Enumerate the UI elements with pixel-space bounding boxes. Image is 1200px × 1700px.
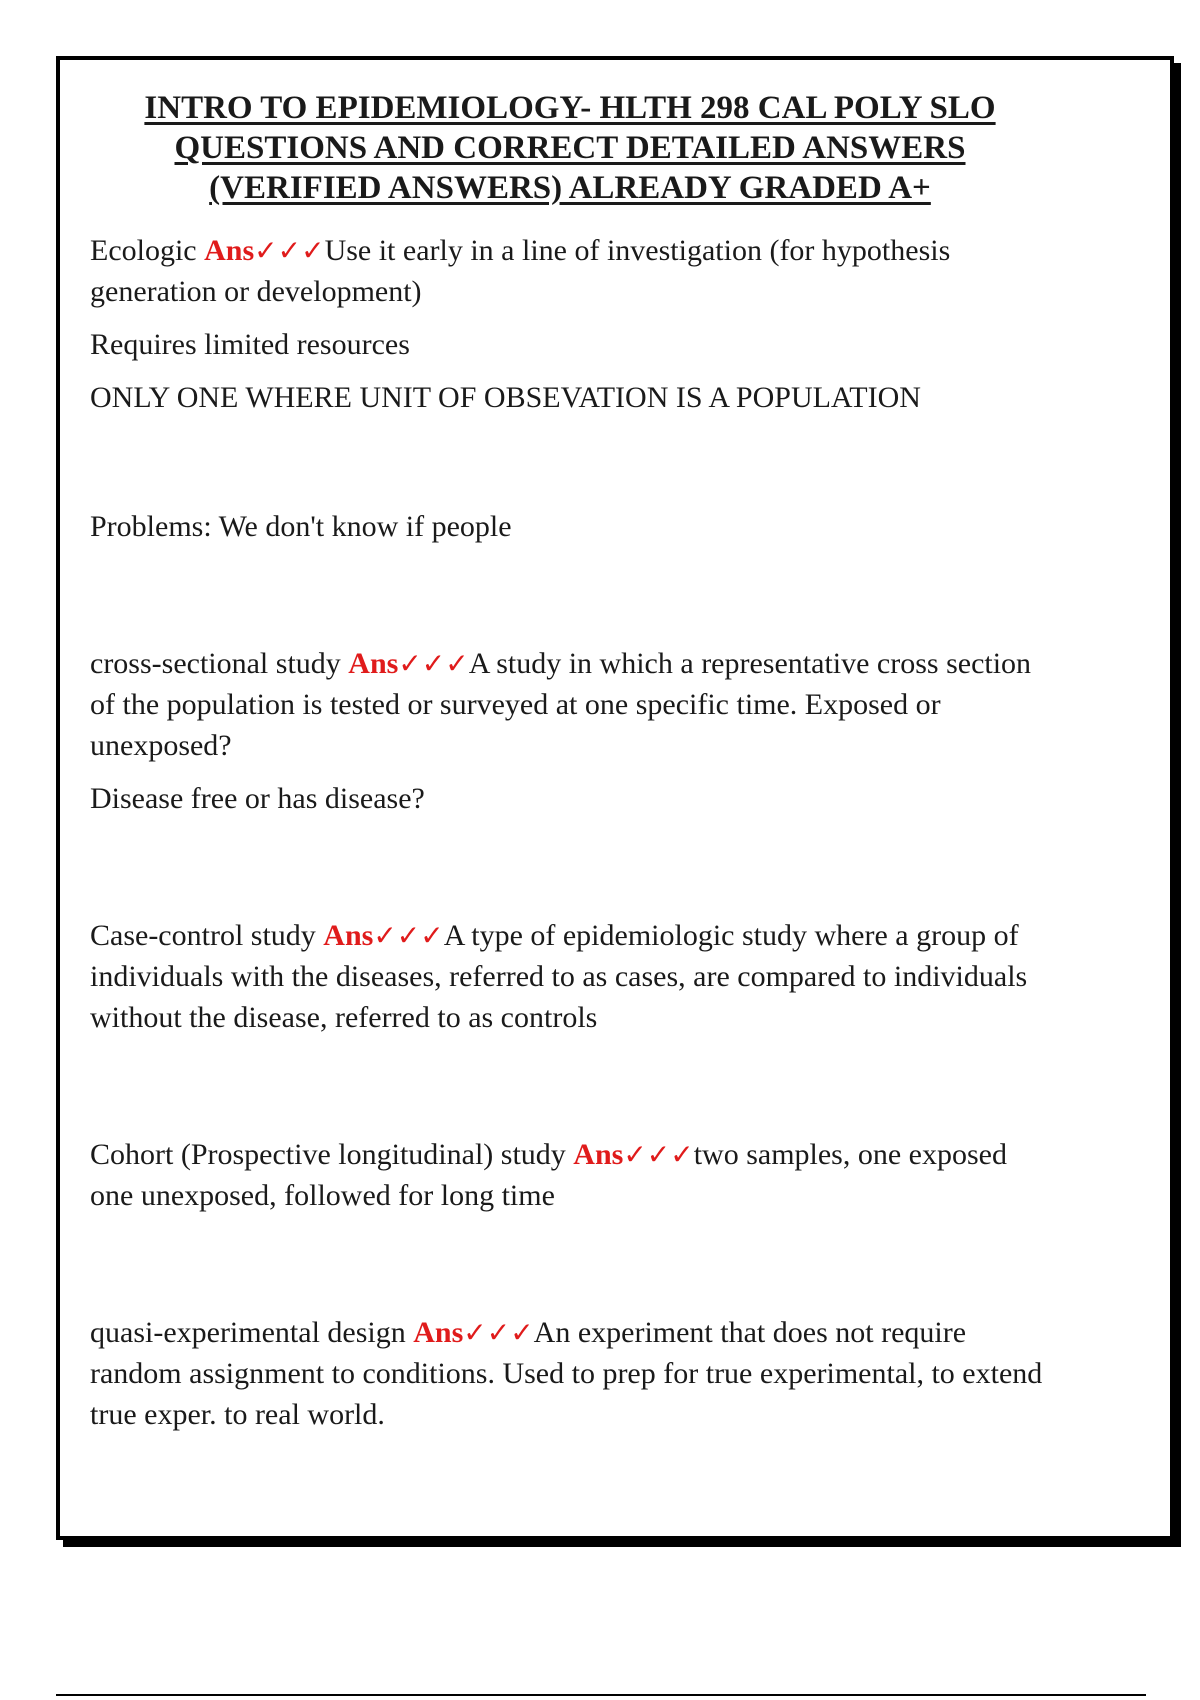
checkmark-icon: ✓✓✓ xyxy=(373,919,444,952)
footer-divider xyxy=(56,1694,1146,1696)
extra-line: Requires limited resources xyxy=(90,328,410,361)
qa-entry-case-control xyxy=(90,915,1050,1038)
checkmark-icon: ✓✓✓ xyxy=(463,1316,534,1349)
definition: A study in which a representative cross section of the population is tested or surveyed at one specific time. Exposed or unexposed? xyxy=(90,647,1032,762)
term: Cohort (Prospective longitudinal) study xyxy=(90,1138,574,1171)
document-title xyxy=(90,88,1050,208)
extra-line: ONLY ONE WHERE UNIT OF OBSEVATION IS A POPULATION xyxy=(90,381,921,414)
qa-entry-cross-sectional xyxy=(90,643,1050,819)
ans-label: Ans xyxy=(204,234,255,267)
ans-label: Ans xyxy=(348,647,399,680)
title-line: (VERIFIED ANSWERS) ALREADY GRADED A+ xyxy=(209,170,931,206)
title-line: INTRO TO EPIDEMIOLOGY- HLTH 298 CAL POLY SLO xyxy=(144,90,996,126)
qa-entry-ecologic xyxy=(90,230,1050,418)
qa-entry-quasi-experimental xyxy=(90,1312,1050,1435)
checkmark-icon: ✓✓✓ xyxy=(623,1138,694,1171)
definition: Use it early in a line of investigation (for hypothesis generation or development) xyxy=(90,234,951,308)
trailing-text: Problems: We don't know if people xyxy=(90,510,512,543)
term: cross-sectional study xyxy=(90,647,349,680)
ans-label: Ans xyxy=(413,1316,464,1349)
ans-label: Ans xyxy=(573,1138,624,1171)
definition: An experiment that does not require random assignment to conditions. Used to prep for true experimental, to extend true exper. to real world. xyxy=(90,1316,1043,1431)
ans-label: Ans xyxy=(323,919,374,952)
title-line: QUESTIONS AND CORRECT DETAILED ANSWERS xyxy=(174,130,966,166)
definition: A type of epidemiologic study where a group of individuals with the diseases, referred to as cases, are compared to individuals without the disease, referred to as controls xyxy=(90,919,1028,1034)
checkmark-icon: ✓✓✓ xyxy=(398,647,469,680)
checkmark-icon: ✓✓✓ xyxy=(254,234,325,267)
term: Ecologic xyxy=(90,234,205,267)
document-content xyxy=(90,88,1050,1435)
trailing-note xyxy=(90,506,1050,547)
qa-entry-cohort xyxy=(90,1134,1050,1216)
term: quasi-experimental design xyxy=(90,1316,414,1349)
term: Case-control study xyxy=(90,919,324,952)
definition: two samples, one exposed one unexposed, followed for long time xyxy=(90,1138,1007,1212)
extra-line: Disease free or has disease? xyxy=(90,782,425,815)
